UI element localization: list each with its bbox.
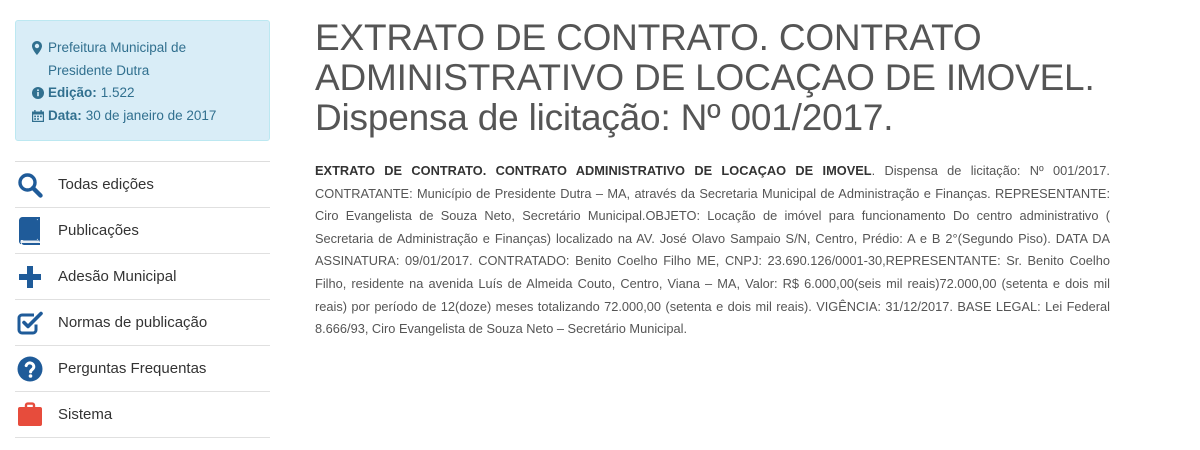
map-marker-icon [32,37,48,59]
menu-item-todas-edicoes[interactable] [15,162,270,208]
date-label: Data: [48,107,82,123]
edition-value: 1.522 [100,85,135,100]
page-title: EXTRATO DE CONTRATO. CONTRATO ADMINISTRATIVO DE LOCAÇAO DE IMOVEL. Dispensa de licitação: Nº 001/2017. [315,17,1095,138]
question-circle-icon [15,354,45,384]
edition-info-box [15,20,270,141]
menu-item-perguntas-frequentas[interactable] [15,346,270,392]
briefcase-icon [15,400,45,430]
location-text: Prefeitura Municipal de Presidente Dutra [48,40,187,78]
edition-line [32,82,253,105]
date-value: 30 de janeiro de 2017 [85,107,217,123]
menu-item-label: Normas de publicação [58,314,208,331]
article-text: . Dispensa de licitação: Nº 001/2017. CONTRATANTE: Município de Presidente Dutra – MA, através da Secretaria Municipal de Administração e Finanças. REPRESENTANTE: Ciro Evangelista de Souza Neto, Secretário Municipal.OBJETO: Locação de imóvel para funcionamento Do centro administrativo ( Secretaria de Administração e Finanças) localizado na AV. José Olavo Sampaio S/N, Centro, Prédio: A e B 2°(Segundo Piso). DATA DA ASSINATURA: 09/01/2017. CONTRATADO: Benito Coelho Filho ME, CNPJ: 23.690.126/0001-30,REPRESENTANTE: Sr. Benito Coelho Filho, residente na avenida Luís de Almeida Couto, Centro, Viana – MA, Valor: R$ 6.000,00(seis mil reais)72.000,00 (setenta e dois mil reais) por período de 12(doze) meses totalizando 72.000,00 (setenta e dois mil reais). VIGÊNCIA: 31/12/2017. BASE LEGAL: Lei Federal 8.666/93, Ciro Evangelista de Souza Neto – Secretário Municipal. [315,163,1110,337]
sidebar-menu [15,161,270,438]
edition-label: Edição: [48,85,97,100]
location-line [32,37,253,82]
check-square-icon [15,308,45,338]
article-lead: EXTRATO DE CONTRATO. CONTRATO ADMINISTRATIVO DE LOCAÇAO DE IMOVEL [315,163,872,178]
menu-item-label: Publicações [58,222,139,239]
book-icon [15,216,45,246]
menu-item-publicacoes[interactable] [15,208,270,254]
sidebar [15,20,270,438]
plus-icon [15,262,45,292]
menu-item-normas-de-publicacao[interactable] [15,300,270,346]
calendar-icon [32,105,48,127]
menu-item-adesao-municipal[interactable] [15,254,270,300]
article-body [315,160,1110,341]
menu-item-label: Todas edições [58,176,154,193]
search-icon [15,170,45,200]
menu-item-sistema[interactable] [15,392,270,438]
date-line [32,105,253,128]
info-circle-icon [32,82,48,104]
menu-item-label: Perguntas Frequentas [58,360,207,377]
menu-item-label: Sistema [58,406,113,423]
menu-item-label: Adesão Municipal [58,268,177,285]
main-content [315,18,1110,341]
